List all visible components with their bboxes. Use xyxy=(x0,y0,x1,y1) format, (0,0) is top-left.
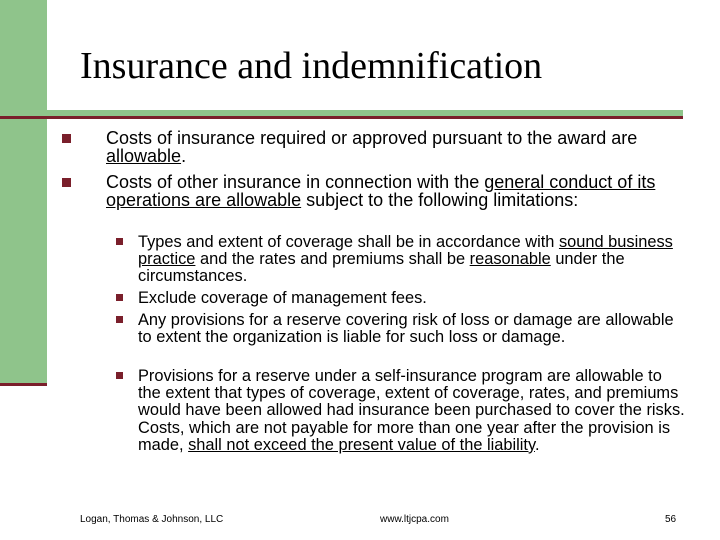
text-run: Costs of insurance required or approved pursuant to the award are xyxy=(106,128,638,148)
text-run: under the circumstances. xyxy=(138,250,625,286)
footer-firm: Logan, Thomas & Johnson, LLC xyxy=(80,514,224,525)
text-run: Any provisions for a reserve covering risk of loss or damage are allowable to extent the organization is liable for such loss or damage. xyxy=(138,311,674,347)
sub-bullet-text xyxy=(138,290,686,307)
sub-bullet-item xyxy=(116,234,686,286)
left-accent-bar xyxy=(0,0,47,383)
sub-bullet-item xyxy=(116,368,686,454)
sub-bullet-text xyxy=(138,368,686,454)
square-bullet-icon xyxy=(62,178,71,187)
title-rule xyxy=(0,116,683,119)
sub-bullet-text xyxy=(138,234,686,286)
bullet-item xyxy=(62,173,682,209)
sub-bullet-item xyxy=(116,290,686,307)
sub-bullet-item xyxy=(116,312,686,346)
square-bullet-icon xyxy=(116,316,123,323)
text-run: subject to the following limitations: xyxy=(301,190,579,210)
square-bullet-icon xyxy=(62,134,71,143)
text-run: and the rates and premiums shall be xyxy=(195,250,470,269)
left-accent-underline xyxy=(0,383,47,386)
underlined-text: reasonable xyxy=(469,250,551,269)
underlined-text: sound business practice xyxy=(138,233,673,269)
text-run: Types and extent of coverage shall be in accordance with xyxy=(138,233,559,251)
footer-website: www.ltjcpa.com xyxy=(380,514,449,525)
slide-title: Insurance and indemnification xyxy=(80,45,543,87)
text-run: Costs of other insurance in connection with the xyxy=(106,172,485,192)
bullet-text xyxy=(106,129,682,165)
square-bullet-icon xyxy=(116,372,123,379)
underlined-text: shall not exceed the present value of the liability xyxy=(188,435,535,454)
underlined-text: allowable xyxy=(106,146,182,166)
square-bullet-icon xyxy=(116,238,123,245)
text-run: . xyxy=(534,435,540,454)
text-run: . xyxy=(181,146,187,166)
text-run: Exclude coverage of management fees. xyxy=(138,289,427,307)
footer-page-number: 56 xyxy=(665,514,677,525)
bullet-item xyxy=(62,129,682,165)
text-run: Provisions for a reserve under a self-insurance program are allowable to the extent that types of coverage, extent of coverage, rates, and premiums would have been allowed had insurance been purchased to cover the risks. Costs, which are not payable for more than one year after the provision is made, xyxy=(138,367,685,454)
underlined-text: general conduct of its operations are allowable xyxy=(106,172,656,210)
square-bullet-icon xyxy=(116,294,123,301)
sub-bullet-text xyxy=(138,312,686,346)
bullet-text xyxy=(106,173,682,209)
